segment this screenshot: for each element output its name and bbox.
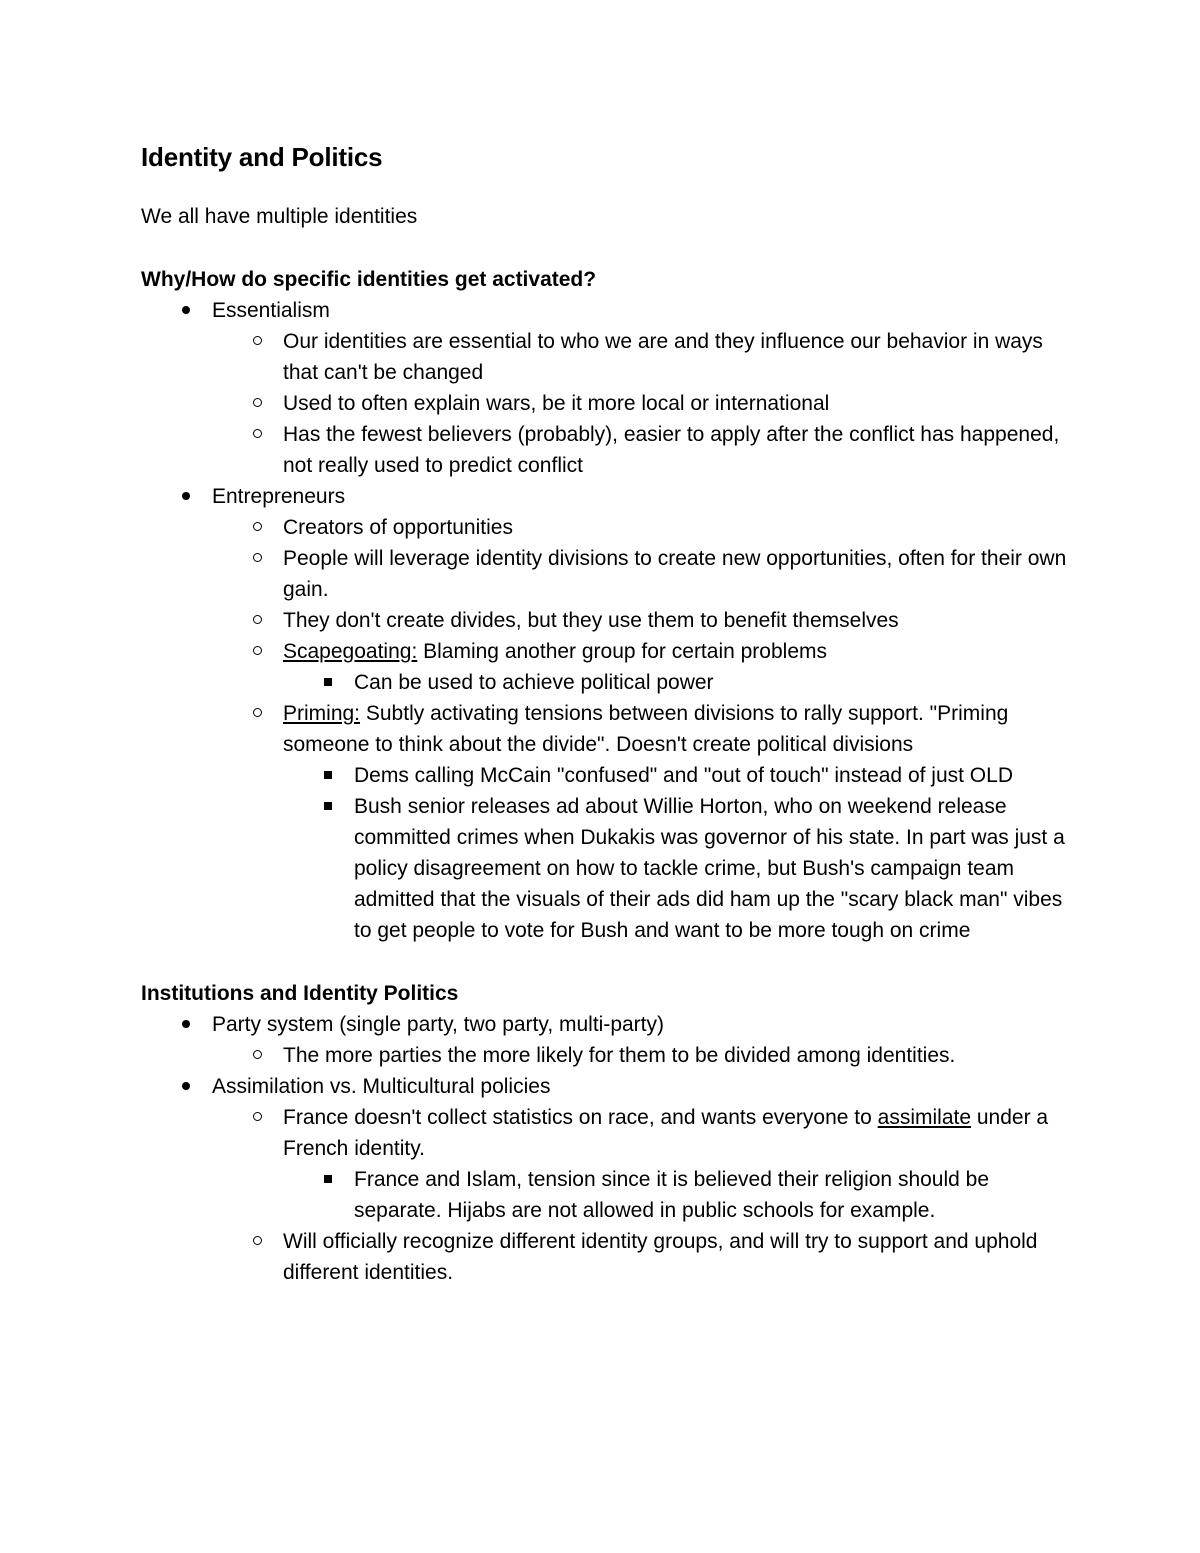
list-item-text: Can be used to achieve political power: [354, 671, 714, 694]
institutions-list: [141, 1009, 1071, 1288]
square-bullet-icon: [313, 760, 343, 791]
activation-list: [141, 295, 1071, 946]
section-heading-institutions: Institutions and Identity Politics: [141, 982, 459, 1005]
list-item: [283, 791, 1071, 946]
list-item: [212, 1226, 1071, 1288]
circle-bullet-icon: [242, 605, 272, 636]
list-item-entrepreneurs: [141, 481, 1071, 946]
square-bullet-icon: [313, 791, 343, 822]
circle-bullet-icon: [242, 1102, 272, 1133]
circle-bullet-icon: [242, 388, 272, 419]
circle-bullet-icon: [242, 1226, 272, 1257]
list-item-text: Dems calling McCain "confused" and "out of touch" instead of just OLD: [354, 764, 1013, 787]
circle-bullet-icon: [242, 698, 272, 729]
square-bullet-icon: [313, 1164, 343, 1195]
list-item: [283, 760, 1071, 791]
term-scapegoating: Scapegoating:: [283, 640, 418, 663]
scapegoating-sublist: [283, 667, 1071, 698]
party-system-sublist: [212, 1040, 1071, 1071]
list-item-text: Creators of opportunities: [283, 516, 513, 539]
list-item-label: Assimilation vs. Multicultural policies: [212, 1075, 551, 1098]
list-item: [212, 512, 1071, 543]
list-item-text: Used to often explain wars, be it more local or international: [283, 392, 830, 415]
list-item: [212, 1040, 1071, 1071]
scapegoating-definition: Blaming another group for certain problems: [417, 640, 827, 663]
section-heading-activation: Why/How do specific identities get activated?: [141, 268, 597, 291]
list-item-text: They don't create divides, but they use them to benefit themselves: [283, 609, 899, 632]
list-item: [212, 419, 1071, 481]
list-item-priming: [212, 698, 1071, 946]
list-item-text: Bush senior releases ad about Willie Horton, who on weekend release committed crimes when Dukakis was governor of his state. In part was just a policy disagreement on how to tackle crime, but Bush's campaign team admitted that the visuals of their ads did ham up the "scary black man" vibes to get people to vote for Bush and want to be more tough on crime: [354, 795, 1065, 942]
list-item-essentialism: [141, 295, 1071, 481]
circle-bullet-icon: [242, 543, 272, 574]
list-item-text: Has the fewest believers (probably), easier to apply after the conflict has happened, not really used to predict conflict: [283, 423, 1060, 477]
list-item-text: People will leverage identity divisions to create new opportunities, often for their own gain.: [283, 547, 1067, 601]
list-item-label: Essentialism: [212, 299, 330, 322]
document-page: [141, 138, 1071, 1288]
list-item-scapegoating: [212, 636, 1071, 698]
list-item: [212, 543, 1071, 605]
list-item-label: Entrepreneurs: [212, 485, 346, 508]
list-item-text: The more parties the more likely for them to be divided among identities.: [283, 1044, 956, 1067]
term-priming: Priming:: [283, 702, 361, 725]
page-title: Identity and Politics: [141, 142, 383, 172]
term-assimilate: assimilate: [877, 1106, 972, 1129]
france-text-after: under a French identity.: [283, 1106, 1049, 1160]
france-sublist: [283, 1164, 1071, 1226]
list-item-text: Our identities are essential to who we are and they influence our behavior in ways that can't be changed: [283, 330, 1043, 384]
disc-bullet-icon: [171, 295, 201, 326]
square-bullet-icon: [313, 667, 343, 698]
list-item: [283, 667, 1071, 698]
intro-text: We all have multiple identities: [141, 205, 418, 228]
list-item: [283, 1164, 1071, 1226]
list-item-france: [212, 1102, 1071, 1226]
circle-bullet-icon: [242, 512, 272, 543]
entrepreneurs-sublist: [212, 512, 1071, 946]
list-item-assimilation: [141, 1071, 1071, 1288]
priming-definition: Subtly activating tensions between divisions to rally support. "Priming someone to think about the divide". Doesn't create political divisions: [283, 702, 1009, 756]
list-item: [212, 605, 1071, 636]
list-item: [212, 388, 1071, 419]
disc-bullet-icon: [171, 1009, 201, 1040]
circle-bullet-icon: [242, 1040, 272, 1071]
circle-bullet-icon: [242, 419, 272, 450]
list-item-text: Will officially recognize different identity groups, and will try to support and uphold different identities.: [283, 1230, 1038, 1284]
essentialism-sublist: [212, 326, 1071, 481]
list-item-text: France and Islam, tension since it is believed their religion should be separate. Hijabs are not allowed in public schools for example.: [354, 1168, 990, 1222]
france-text-before: France doesn't collect statistics on race, and wants everyone to: [283, 1106, 878, 1129]
list-item: [212, 326, 1071, 388]
disc-bullet-icon: [171, 481, 201, 512]
circle-bullet-icon: [242, 326, 272, 357]
list-item-label: Party system (single party, two party, multi-party): [212, 1013, 665, 1036]
assimilation-sublist: [212, 1102, 1071, 1288]
list-item-party-system: [141, 1009, 1071, 1071]
disc-bullet-icon: [171, 1071, 201, 1102]
priming-sublist: [283, 760, 1071, 946]
circle-bullet-icon: [242, 636, 272, 667]
